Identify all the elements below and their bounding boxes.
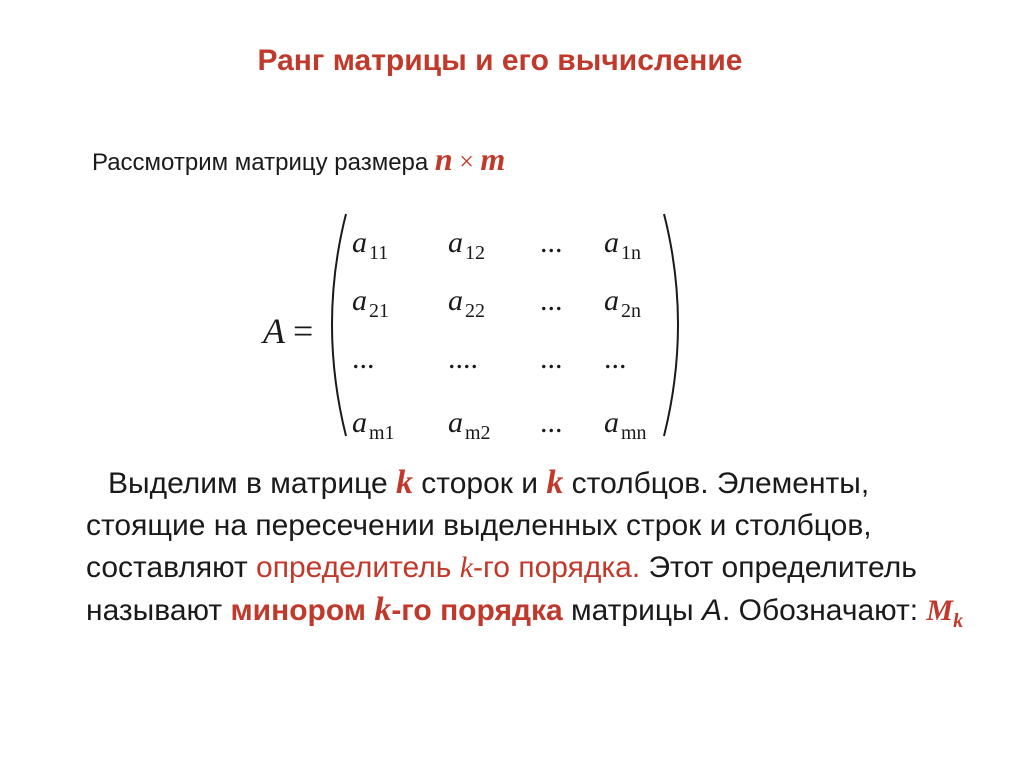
para-text-4: Этот определитель называют — [86, 551, 917, 627]
term-minor: минором — [230, 594, 366, 627]
matrix-ref: A — [701, 594, 722, 627]
matrix-equals: = — [293, 311, 314, 351]
slide-title: Ранг матрицы и его вычисление — [257, 44, 743, 77]
matrix-cell-r2-c4: a $_{2n}$ — [604, 284, 641, 322]
matrix-name: A — [263, 311, 285, 351]
matrix-cell-r1-c1: a $_{11}$ — [352, 226, 389, 264]
term-minor-order: -го порядка — [391, 594, 563, 627]
matrix-cell-r3-c4: ... — [604, 342, 627, 375]
dim-m: m — [480, 141, 506, 177]
minor-notation: $M_k$ — [926, 594, 964, 632]
para-text-1: Выделим в матрице — [108, 467, 396, 500]
var-k-3: k — [459, 551, 474, 584]
var-k-2: k — [546, 464, 564, 501]
matrix-cell-r1-c3: ... — [540, 226, 563, 259]
matrix-cell-r4-c2: a $_{m2}$ — [448, 406, 491, 444]
right-paren — [664, 214, 678, 436]
matrix-cell-r4-c1: a $_{m1}$ — [352, 406, 395, 444]
var-k-4: k — [374, 591, 392, 628]
matrix-cell-r3-c3: ... — [540, 342, 563, 375]
matrix-cell-r3-c2: .... — [448, 342, 478, 375]
matrix-cell-r2-c1: a $_{21}$ — [352, 284, 389, 322]
para-text-6: . Обозначают: — [721, 594, 927, 627]
para-text-2: сторок и — [412, 467, 547, 500]
matrix-cell-r2-c2: a $_{22}$ — [448, 284, 485, 322]
intro-text: Рассмотрим матрицу размера — [92, 149, 435, 176]
term-order: -го порядка. — [473, 551, 641, 584]
matrix-cell-r2-c3: ... — [540, 284, 563, 317]
matrix-cell-r4-c4: a $_{mn}$ — [604, 406, 647, 444]
para-text-3: столбцов. Элементы, стоящие на пересечении выделенных строк и столбцов, составляют — [86, 467, 872, 584]
matrix-cells — [352, 226, 647, 444]
var-k-1: k — [395, 464, 413, 501]
matrix-cell-r1-c4: a $_{1n}$ — [604, 226, 641, 264]
matrix-cell-r4-c3: ... — [540, 406, 563, 439]
left-paren — [332, 214, 346, 436]
definition-paragraph — [86, 462, 966, 642]
term-determinant: определитель — [256, 551, 460, 584]
para-text-5: матрицы — [562, 594, 702, 627]
dim-n: n — [434, 141, 453, 177]
matrix-cell-r3-c1: ... — [352, 342, 375, 375]
matrix-cell-r1-c2: a $_{12}$ — [448, 226, 485, 264]
dim-times: × — [459, 147, 474, 176]
